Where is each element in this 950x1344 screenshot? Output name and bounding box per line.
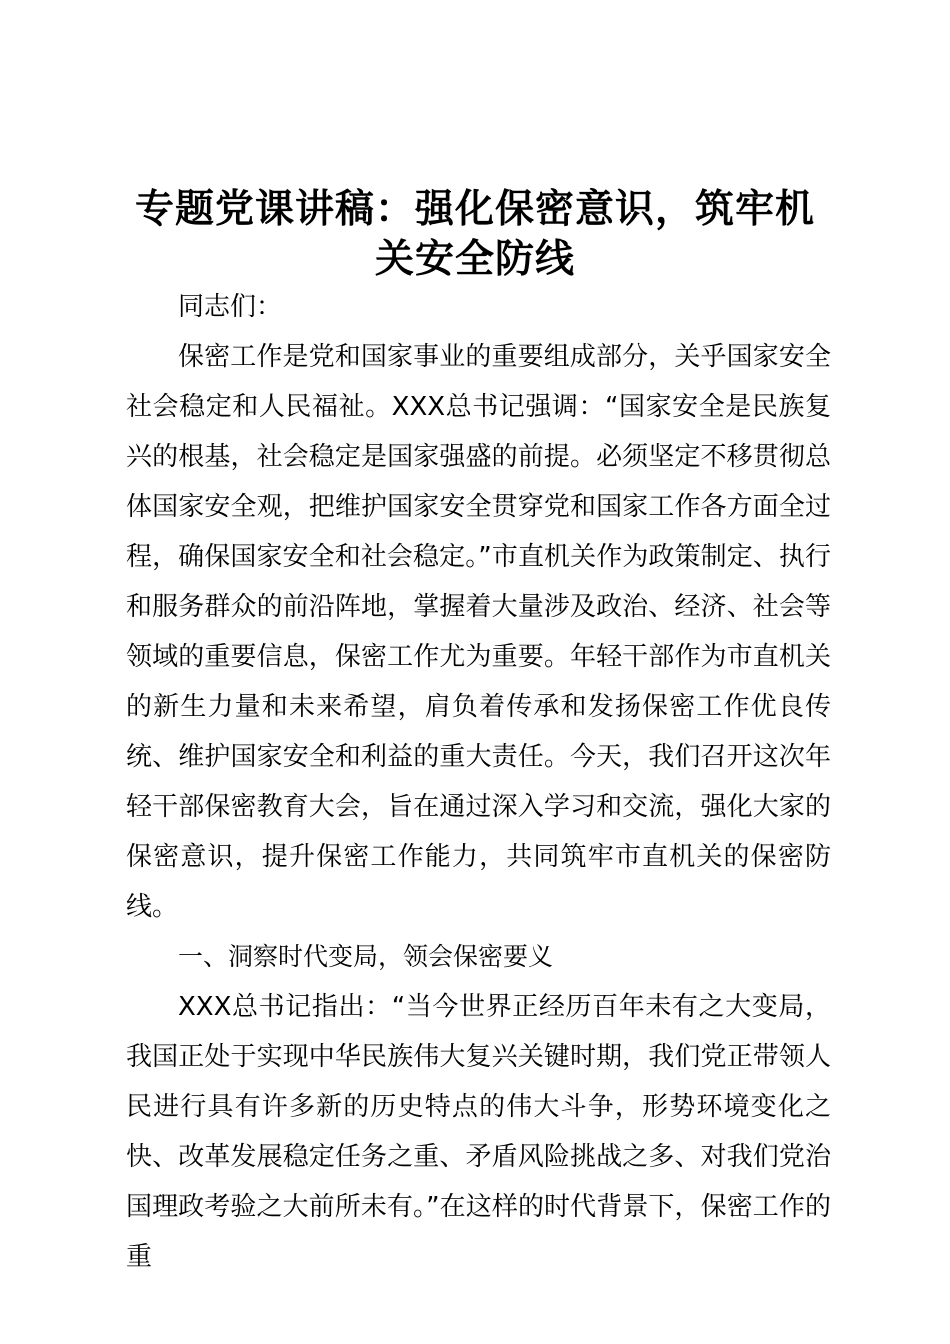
document-title: 专题党课讲稿：强化保密意识，筑牢机关安全防线	[134, 186, 815, 282]
intro-paragraph: 保密工作是党和国家事业的重要组成部分，关乎国家安全社会稳定和人民福祉。XXX总书记强调：“国家安全是民族复兴的根基，社会稳定是国家强盛的前提。必须坚定不移贯彻总体国家安全观，把维护国家安全贯穿党和国家工作各方面全过程，确保国家安全和社会稳定。”市直机关作为政策制定、执行和服务群众的前沿阵地，掌握着大量涉及政治、经济、社会等领域的重要信息，保密工作尤为重要。年轻干部作为市直机关的新生力量和未来希望，肩负着传承和发扬保密工作优良传统、维护国家安全和利益的重大责任。今天，我们召开这次年轻干部保密教育大会，旨在通过深入学习和交流，强化大家的保密意识，提升保密工作能力，共同筑牢市直机关的保密防线。	[126, 342, 831, 922]
salutation-paragraph: 同志们：	[178, 292, 283, 322]
section-heading: 一、洞察时代变局，领会保密要义	[178, 942, 554, 971]
body-paragraph: XXX总书记指出：“当今世界正经历百年未有之大变局，我国正处于实现中华民族伟大复兴关键时期，我们党正带领人民进行具有许多新的历史特点的伟大斗争，形势环境变化之快、改革发展稳定任务之重、矛盾风险挑战之多、对我们党治国理政考验之大前所未有。”在这样的时代背景下，保密工作的重	[126, 992, 831, 1272]
document-body	[126, 282, 831, 1282]
